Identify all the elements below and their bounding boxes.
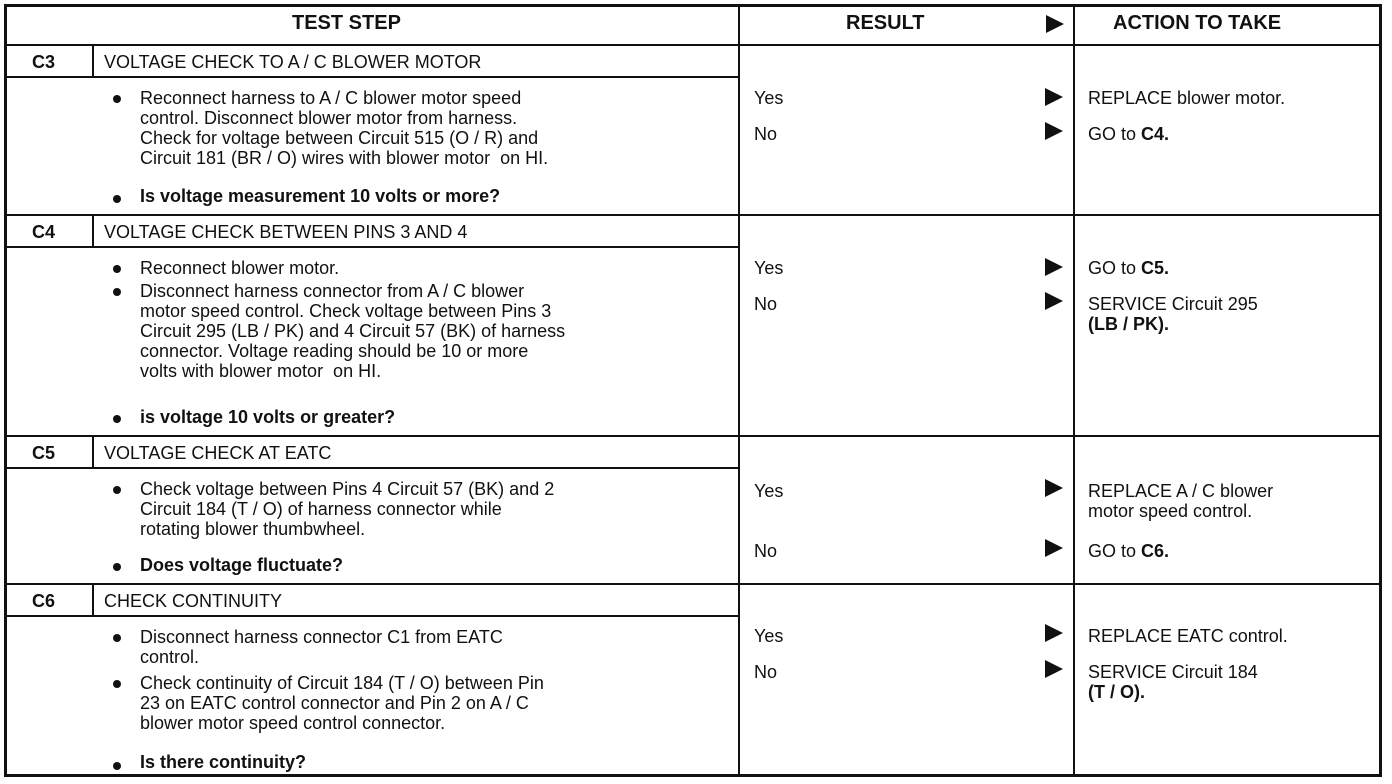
step-id: C5 (32, 443, 56, 463)
arrow-icon (1045, 624, 1063, 642)
step-instructions: Reconnect harness to A / C blower motor speed control. Disconnect blower motor from harness. Check for voltage between Circuit 515 (O / R) and Circuit 181 (BR / O) wires with blower motor on HI. (140, 88, 549, 168)
step-question: Is voltage measurement 10 volts or more? (140, 186, 501, 206)
action-text: GO to C6. (1088, 541, 1170, 561)
step-question: Does voltage fluctuate? (140, 555, 344, 575)
bullet-icon (113, 288, 121, 296)
arrow-icon (1045, 660, 1063, 678)
step-id: C6 (32, 591, 56, 611)
bullet-icon (113, 95, 121, 103)
result-yes: Yes (754, 88, 784, 108)
arrow-icon (1045, 122, 1063, 140)
arrow-icon (1045, 539, 1063, 557)
bullet-icon (113, 486, 121, 494)
header-test-step: TEST STEP (292, 12, 401, 34)
action-text: REPLACE EATC control. (1088, 626, 1288, 646)
action-text: REPLACE blower motor. (1088, 88, 1286, 108)
step-id-divider (92, 585, 94, 616)
step-separator (7, 435, 1379, 437)
step-separator (7, 583, 1379, 585)
step-question: is voltage 10 volts or greater? (140, 407, 396, 427)
arrow-icon (1046, 15, 1064, 33)
step-question: Is there continuity? (140, 752, 307, 772)
action-text: SERVICE Circuit 184 (T / O). (1088, 662, 1258, 702)
result-yes: Yes (754, 258, 784, 278)
step-separator (7, 214, 1379, 216)
bullet-icon (113, 762, 121, 770)
header-result: RESULT (846, 12, 925, 34)
column-divider-result-action (1073, 7, 1075, 774)
step-title-underline (7, 467, 739, 469)
action-text: SERVICE Circuit 295 (LB / PK). (1088, 294, 1258, 334)
step-instructions: Reconnect blower motor. (140, 258, 340, 278)
step-title: VOLTAGE CHECK TO A / C BLOWER MOTOR (104, 52, 482, 72)
result-no: No (754, 294, 778, 314)
step-instructions: Check voltage between Pins 4 Circuit 57 (BK) and 2 Circuit 184 (T / O) of harness connector while rotating blower thumbwheel. (140, 479, 555, 539)
result-yes: Yes (754, 626, 784, 646)
arrow-icon (1045, 88, 1063, 106)
bullet-icon (113, 563, 121, 571)
action-text: GO to C5. (1088, 258, 1170, 278)
step-title: VOLTAGE CHECK AT EATC (104, 443, 332, 463)
bullet-icon (113, 265, 121, 273)
arrow-icon (1045, 258, 1063, 276)
header-action-to-take: ACTION TO TAKE (1113, 12, 1282, 34)
step-instructions: Disconnect harness connector C1 from EATC control. (140, 627, 503, 667)
step-id: C3 (32, 52, 56, 72)
step-instructions: Disconnect harness connector from A / C blower motor speed control. Check voltage between Pins 3 Circuit 295 (LB / PK) and 4 Circuit 57 (BK) of harness connector. Voltage reading should be 10 or more volts with blower motor on HI. (140, 281, 566, 381)
step-id-divider (92, 46, 94, 77)
result-no: No (754, 124, 778, 144)
column-divider-test-result (738, 7, 740, 774)
action-text: REPLACE A / C blower motor speed control. (1088, 481, 1274, 521)
step-title-underline (7, 76, 739, 78)
bullet-icon (113, 634, 121, 642)
step-id: C4 (32, 222, 56, 242)
step-title: VOLTAGE CHECK BETWEEN PINS 3 AND 4 (104, 222, 468, 242)
action-text: GO to C4. (1088, 124, 1170, 144)
result-no: No (754, 662, 778, 682)
bullet-icon (113, 195, 121, 203)
result-yes: Yes (754, 481, 784, 501)
step-title-underline (7, 615, 739, 617)
bullet-icon (113, 415, 121, 423)
step-title-underline (7, 246, 739, 248)
step-id-divider (92, 437, 94, 468)
arrow-icon (1045, 479, 1063, 497)
step-title: CHECK CONTINUITY (104, 591, 283, 611)
step-instructions: Check continuity of Circuit 184 (T / O) between Pin 23 on EATC control connector and Pin 2 on A / C blower motor speed control connector. (140, 673, 544, 733)
bullet-icon (113, 680, 121, 688)
step-id-divider (92, 216, 94, 247)
result-no: No (754, 541, 778, 561)
header-underline (7, 44, 1379, 46)
arrow-icon (1045, 292, 1063, 310)
